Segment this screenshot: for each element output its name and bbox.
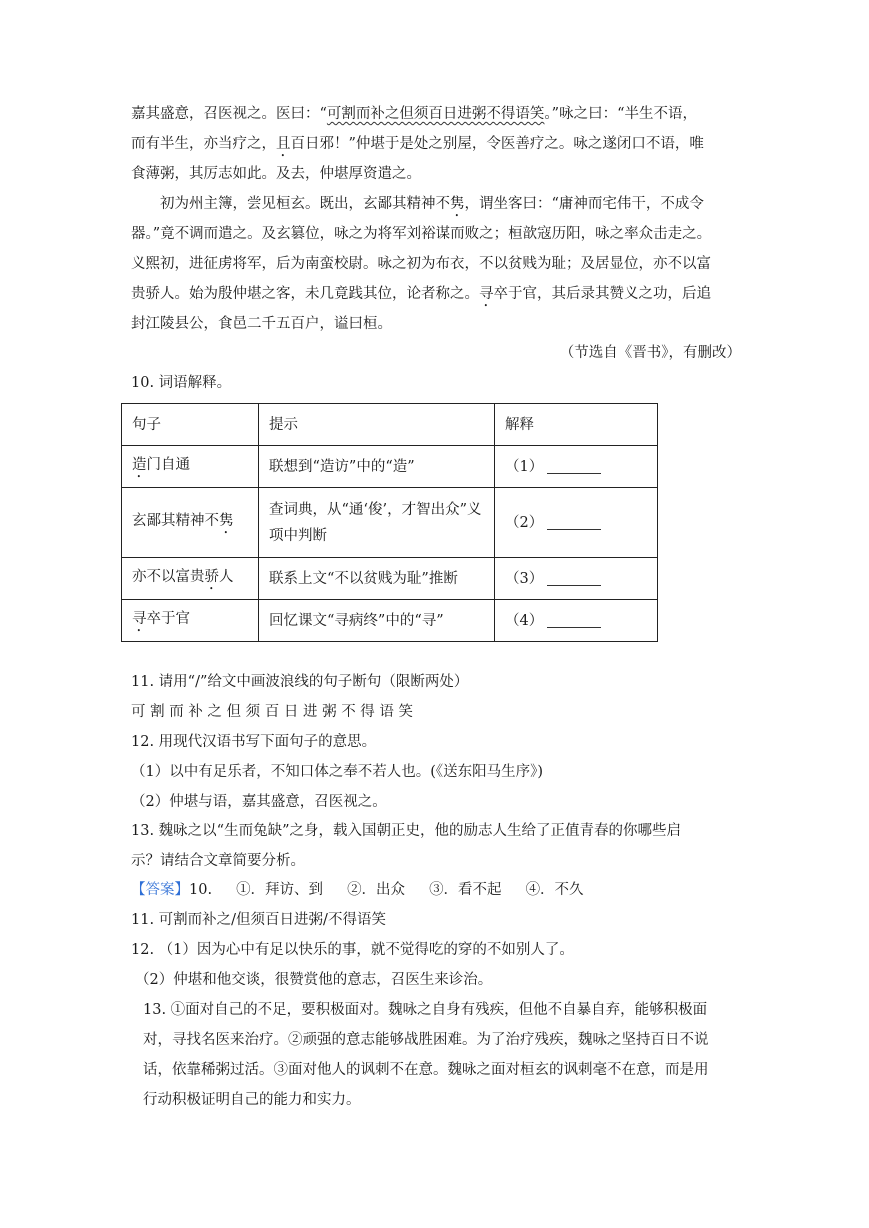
question-11-sentence: 可 割 而 补 之 但 须 百 日 进 粥 不 得 语 笑 — [131, 704, 414, 720]
emphasized-char: 隽 — [219, 513, 234, 529]
hint-cell: 查词典，从“通‘俊’，才智出众”义项中判断 — [259, 488, 495, 558]
question-12-sentence-1: （1）以中有足乐者，不知口体之奉不若人也。(《送东阳马生序》) — [131, 764, 544, 780]
emphasized-char: 寻 — [132, 611, 147, 627]
passage-line — [131, 104, 741, 124]
answer-blank[interactable] — [547, 613, 601, 628]
passage-line — [131, 194, 741, 220]
answer-number: 10. — [189, 882, 213, 898]
question-12-title: 12. 用现代汉语书写下面句子的意思。 — [131, 734, 377, 750]
table-header-cell: 提示 — [259, 404, 495, 446]
answer-item: ②．出众 — [347, 882, 406, 898]
hint-cell: 回忆课文“寻病终”中的“寻” — [259, 600, 495, 642]
answer-cell: （1） — [495, 446, 658, 488]
passage-text: 卒于官，其后录其赞义之功，后追 — [493, 286, 711, 302]
question-12-sentence-2: （2）仲堪与语，嘉其盛意，召医视之。 — [131, 794, 387, 810]
table-header-cell: 解释 — [495, 404, 658, 446]
emphasized-char: 骄 — [204, 569, 219, 585]
answer-12-2: （2）仲堪和他交谈，很赞赏他的意志，召医生来诊治。 — [135, 972, 493, 988]
vocab-table — [121, 403, 658, 642]
table-row — [122, 488, 658, 558]
table-header-cell: 句子 — [122, 404, 259, 446]
passage-text: 初为州主簿，尝见桓玄。既出，玄鄙其精神不 — [131, 196, 450, 212]
answer-13-line: 对，寻找名医来治疗。②顽强的意志能够战胜困难。为了治疗残疾，魏咏之坚持百日不说 — [143, 1032, 709, 1048]
answer-12-1: 12. （1）因为心中有足以快乐的事，就不觉得吃的穿的不如别人了。 — [131, 942, 574, 958]
answer-13-line: 行动积极证明自己的能力和实力。 — [143, 1092, 361, 1108]
sentence-cell: 寻卒于官 — [122, 600, 259, 642]
passage-line — [131, 134, 741, 160]
table-header-row — [122, 404, 658, 446]
passage-line: 封江陵县公，食邑二千五百户，谥曰桓。 — [131, 316, 392, 332]
sentence-cell: 造门自通 — [122, 446, 259, 488]
sentence-cell: 亦不以富贵骄人 — [122, 558, 259, 600]
answer-cell: （2） — [495, 488, 658, 558]
answer-11: 11. 可割而补之/但须百日进粥/不得语笑 — [131, 912, 386, 928]
emphasized-char: 隽 — [450, 196, 465, 212]
emphasized-char: 且 — [276, 136, 291, 152]
passage-text: 百日邪！”仲堪于是处之别屋，令医善疗之。咏之遂闭口不语，唯 — [290, 136, 704, 152]
emphasized-char: 寻 — [479, 286, 494, 302]
emphasized-char: 造 — [132, 457, 147, 473]
passage-line — [131, 284, 741, 310]
answer-cell: （4） — [495, 600, 658, 642]
answer-10-line — [131, 880, 741, 900]
answer-tag: 【答案】 — [131, 882, 189, 898]
passage-text: 贵骄人。始为殷仲堪之客，未几竟践其位，论者称之。 — [131, 286, 479, 302]
passage-text: ，谓坐客曰：“庸神而宅伟干，不成令 — [464, 196, 704, 212]
passage-text: 而有半生，亦当疗之， — [131, 136, 276, 152]
hint-cell: 联系上文“不以贫贱为耻”推断 — [259, 558, 495, 600]
question-13-line: 示？请结合文章简要分析。 — [131, 853, 305, 869]
table-row — [122, 600, 658, 642]
hint-cell: 联想到“造访”中的“造” — [259, 446, 495, 488]
table-row — [122, 446, 658, 488]
question-10-title: 10. 词语解释。 — [131, 375, 232, 391]
passage-text: 嘉其盛意，召医视之。医曰：“ — [131, 106, 327, 122]
passage-text: 。”咏之曰：“半生不语， — [544, 106, 697, 122]
answer-13-line: 话，依靠稀粥过活。③面对他人的讽刺不在意。魏咏之面对桓玄的讽刺毫不在意，而是用 — [143, 1062, 709, 1078]
answer-13-line: 13. ①面对自己的不足，要积极面对。魏咏之自身有残疾，但他不自暴自弃，能够积极面 — [143, 1002, 708, 1018]
wavy-underlined-sentence: 可割而补之但须百日进粥不得语笑 — [326, 106, 545, 122]
passage-source: （节选自《晋书》，有删改） — [559, 345, 741, 361]
passage-line: 器。”竟不调而遣之。及玄篡位，咏之为将军刘裕谋而败之；桓歆寇历阳，咏之率众击走之。 — [131, 226, 712, 242]
passage-line: 食薄粥，其厉志如此。及去，仲堪厚资遣之。 — [131, 166, 421, 182]
answer-blank[interactable] — [547, 515, 601, 530]
question-11-title: 11. 请用“/”给文中画波浪线的句子断句（限断两处） — [131, 674, 469, 690]
answer-blank[interactable] — [547, 459, 601, 474]
answer-item: ③．看不起 — [429, 882, 502, 898]
answer-cell: （3） — [495, 558, 658, 600]
passage-line: 义熙初，进征虏将军，后为南蛮校尉。咏之初为布衣，不以贫贱为耻；及居显位，亦不以富 — [131, 256, 711, 272]
table-row — [122, 558, 658, 600]
answer-item: ④．不久 — [525, 882, 584, 898]
question-13-line: 13. 魏咏之以“生而兔缺”之身，载入国朝正史，他的励志人生给了正值青春的你哪些启 — [131, 823, 681, 839]
answer-item: ①．拜访、到 — [236, 882, 324, 898]
sentence-cell: 玄鄙其精神不隽 — [122, 488, 259, 558]
answer-blank[interactable] — [547, 571, 601, 586]
